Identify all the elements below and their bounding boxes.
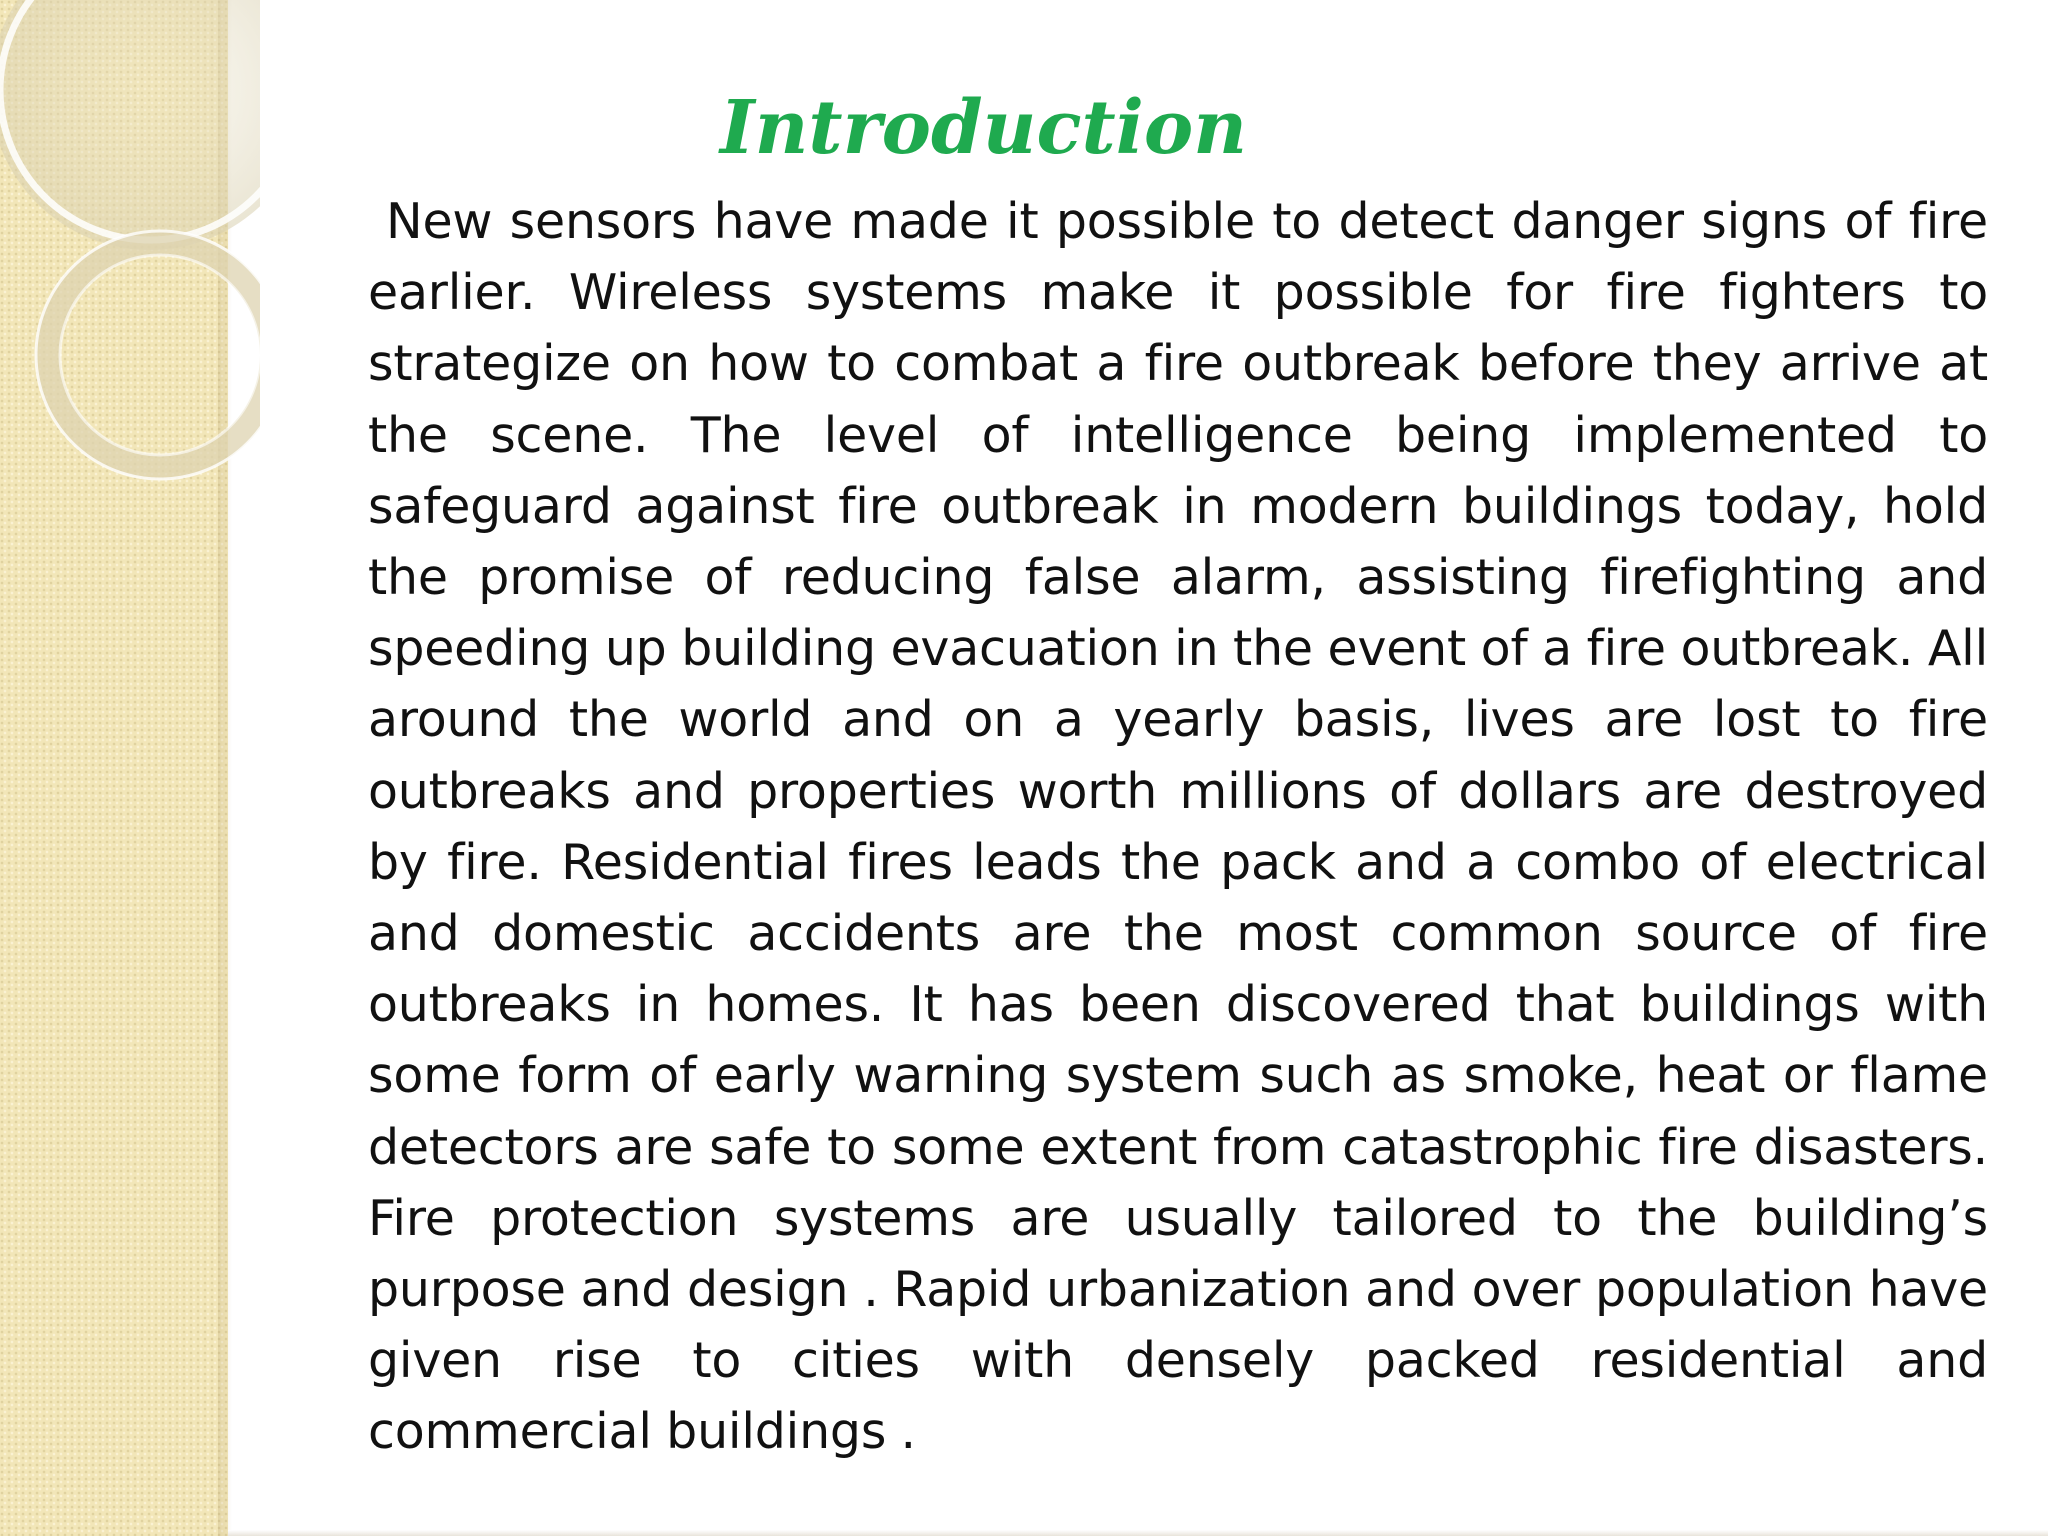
slide-title: Introduction [720, 85, 1247, 171]
decorative-rings-icon [0, 0, 260, 520]
bottom-divider [228, 1530, 2048, 1536]
slide-body-paragraph: New sensors have made it possible to detect danger signs of fire earlier. Wireless systems make it possible for fire fighters to strategize on how to combat a fire outbreak before they arrive at the scene. The level of intelligence being implemented to safeguard against fire outbreak in modern buildings today, hold the promise of reducing false alarm, assisting firefighting and speeding up building evacuation in the event of a fire outbreak. All around the world and on a yearly basis, lives are lost to fire outbreaks and properties worth millions of dollars are destroyed by fire. Residential fires leads the pack and a combo of electrical and domestic accidents are the most common source of fire outbreaks in homes. It has been discovered that buildings with some form of early warning system such as smoke, heat or flame detectors are safe to some extent from catastrophic fire disasters. Fire protection systems are usually tailored to the building’s purpose and design . Rapid urbanization and over population have given rise to cities with densely packed residential and commercial buildings . [368, 193, 1988, 1461]
title-container [720, 78, 1640, 178]
